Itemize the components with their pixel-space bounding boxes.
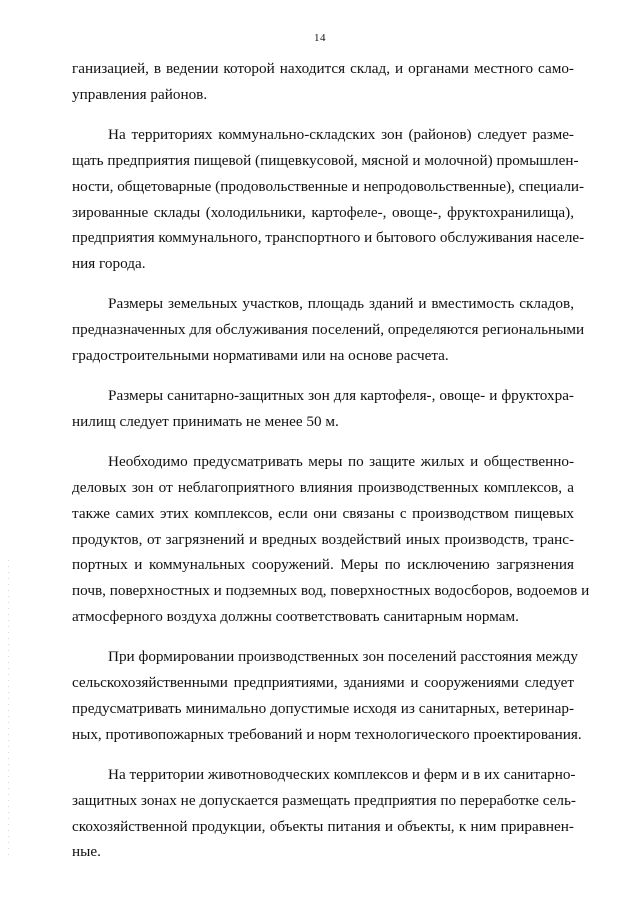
paragraph-warehouse-zones — [72, 122, 585, 277]
text-line: Необходимо предусматривать меры по защите жилых и общественно- — [108, 452, 574, 470]
paragraph-gap — [72, 630, 574, 644]
text-line: атмосферного воздуха должны соответствовать санитарным нормам. — [72, 608, 519, 626]
text-line: ности, общетоварные (продовольственные и непродовольственные), специали- — [72, 177, 585, 195]
scan-margin-artifact — [8, 560, 9, 860]
paragraph-gap — [72, 748, 574, 762]
text-line: нилищ следует принимать не менее 50 м. — [72, 412, 339, 430]
text-line: предусматривать минимально допустимые исходя из санитарных, ветеринар- — [72, 699, 574, 717]
text-line: продуктов, от загрязнений и вредных воздействий иных производств, транс- — [72, 530, 574, 548]
paragraph-production-zones — [72, 644, 582, 748]
text-line: также самих этих комплексов, если они связаны с производством пищевых — [72, 504, 574, 522]
text-line: деловых зон от неблагоприятного влияния производственных комплексов, а — [72, 478, 574, 496]
text-line: предназначенных для обслуживания поселений, определяются региональными — [72, 321, 585, 339]
paragraph-land-sizes — [72, 291, 585, 369]
text-line: На территориях коммунально-складских зон (районов) следует разме- — [108, 125, 574, 143]
text-line: щать предприятия пищевой (пищевкусовой, мясной и молочной) промышлен- — [72, 151, 579, 169]
paragraph-protection-measures — [72, 449, 590, 630]
page-number: 14 — [314, 32, 326, 44]
text-line: портных и коммунальных сооружений. Меры по исключению загрязнения — [72, 556, 574, 574]
paragraph-gap — [72, 435, 574, 449]
text-line: защитных зонах не допускается размещать предприятия по переработке сель- — [72, 791, 576, 809]
text-line: предприятия коммунального, транспортного и бытового обслуживания населе- — [72, 229, 585, 247]
text-line: зированные склады (холодильники, картофеле-, овоще-, фруктохранилища), — [72, 203, 574, 221]
body-text — [72, 56, 590, 865]
text-line: градостроительными нормативами или на основе расчета. — [72, 347, 449, 365]
text-line: ные. — [72, 843, 101, 861]
text-line: При формировании производственных зон поселений расстояния между — [108, 648, 578, 666]
paragraph-sanitary-zones — [72, 383, 574, 435]
paragraph-livestock-complexes — [72, 762, 574, 866]
text-line: скохозяйственной продукции, объекты питания и объекты, к ним приравнен- — [72, 817, 574, 835]
text-line: ганизацией, в ведении которой находится склад, и органами местного само- — [72, 60, 574, 77]
text-line: На территории животноводческих комплексов и ферм и в их санитарно- — [108, 765, 576, 783]
text-line: ния города. — [72, 255, 146, 273]
paragraph-gap — [72, 277, 574, 291]
paragraph-gap — [72, 369, 574, 383]
text-line: ных, противопожарных требований и норм технологического проектирования. — [72, 725, 582, 743]
text-line: сельскохозяйственными предприятиями, зданиями и сооружениями следует — [72, 674, 574, 692]
text-line: управления районов. — [72, 85, 208, 103]
text-line: почв, поверхностных и подземных вод, поверхностных водосборов, водоемов и — [72, 582, 590, 600]
paragraph-gap — [72, 108, 574, 122]
text-line: Размеры санитарно-защитных зон для картофеля-, овоще- и фруктохра- — [108, 386, 574, 404]
paragraph-continuation — [72, 56, 574, 108]
text-line: Размеры земельных участков, площадь зданий и вместимость складов, — [108, 295, 574, 313]
